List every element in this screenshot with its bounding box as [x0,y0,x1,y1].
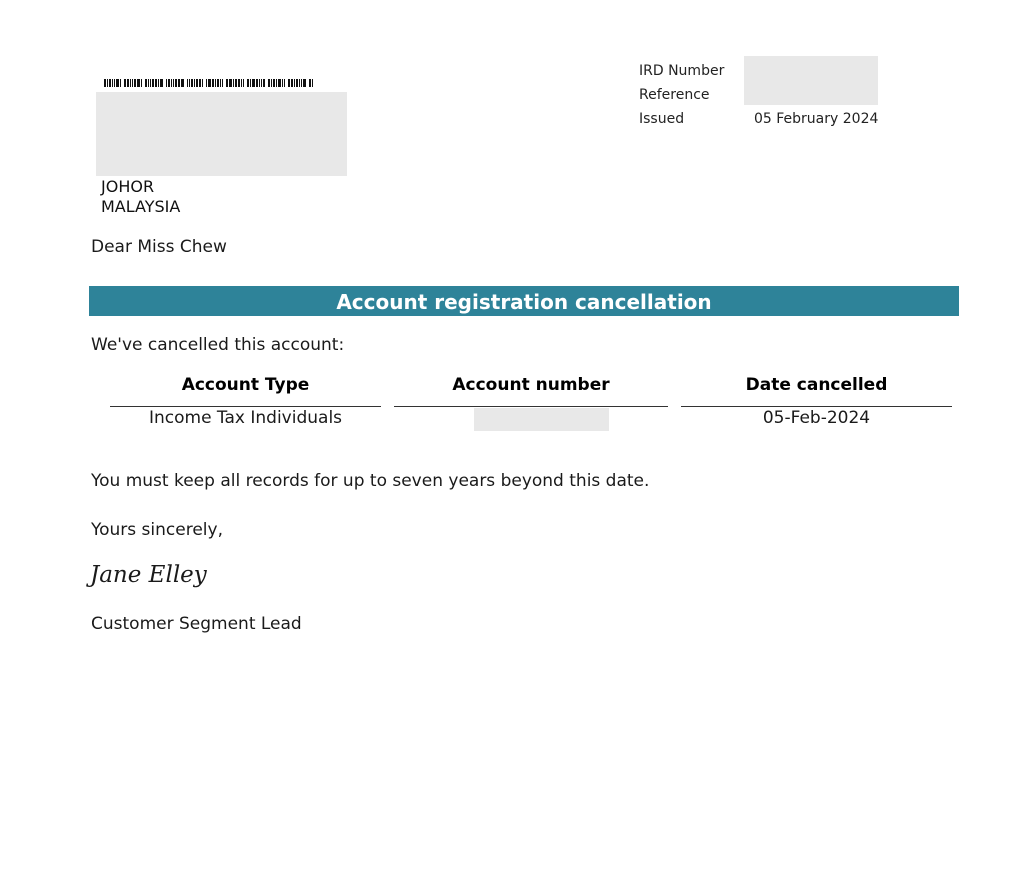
barcode-bar [155,79,157,87]
barcode-bar [104,79,106,87]
barcode-bar [259,79,260,87]
barcode-bar [134,79,136,87]
barcode-bar [273,79,275,87]
barcode-bar [220,79,221,87]
redacted-address [96,92,347,176]
barcode-bar [166,79,167,87]
barcode-bar [148,79,149,87]
barcode-bar [130,79,131,87]
intro-text: We've cancelled this account: [91,335,345,355]
barcode-bar [124,79,126,87]
barcode-bar [299,79,300,87]
signatory-title: Customer Segment Lead [91,614,302,634]
barcode-bar [301,79,302,87]
barcode-bar [250,79,251,87]
barcode-bar [107,79,108,87]
barcode-bar [141,79,142,87]
header-date-cancelled: Date cancelled [745,375,888,395]
barcode-bar [278,79,281,87]
barcode-bar [137,79,140,87]
barcode-bar [189,79,190,87]
ird-number-label: IRD Number [639,63,725,79]
barcode-bar [235,79,237,87]
barcode-bar [229,79,232,87]
barcode-bar [199,79,201,87]
barcode-bar [215,79,216,87]
barcode-bar [282,79,283,87]
redacted-account-number [474,408,609,431]
barcode-bar [261,79,262,87]
header-account-type: Account Type [181,375,310,395]
issued-label: Issued [639,111,685,127]
barcode-bar [173,79,174,87]
barcode-bar [202,79,203,87]
barcode-bar [145,79,147,87]
address-line-country: MALAYSIA [101,197,181,216]
barcode-bar [208,79,211,87]
barcode-bar [194,79,195,87]
records-note: You must keep all records for up to seven years beyond this date. [91,471,650,491]
barcode-bar [296,79,298,87]
barcode-bar [206,79,207,87]
barcode-bar [294,79,295,87]
header-account-number: Account number [452,375,610,395]
redacted-ird-reference [744,56,878,105]
barcode-bar [241,79,242,87]
barcode-bar [309,79,311,87]
barcode-bar [152,79,154,87]
barcode-bar [263,79,265,87]
barcode-bar [196,79,198,87]
barcode-bar [191,79,193,87]
signature: Jane Elley [90,562,207,588]
column-rule [681,406,952,407]
barcode-bar [150,79,151,87]
barcode [104,79,334,87]
barcode-bar [114,79,115,87]
barcode-bar [284,79,285,87]
barcode-bar [127,79,129,87]
barcode-bar [109,79,111,87]
salutation: Dear Miss Chew [91,237,227,257]
reference-label: Reference [639,87,710,103]
barcode-bar [271,79,272,87]
barcode-bar [175,79,177,87]
barcode-bar [226,79,228,87]
barcode-bar [168,79,170,87]
barcode-bar [178,79,180,87]
barcode-bar [268,79,270,87]
barcode-bar [171,79,172,87]
barcode-bar [276,79,277,87]
issued-date: 05 February 2024 [754,111,879,127]
cell-account-type: Income Tax Individuals [148,408,343,428]
address-line-state: JOHOR [101,177,155,196]
barcode-bar [312,79,313,87]
barcode-bar [132,79,133,87]
barcode-bar [243,79,244,87]
barcode-bar [217,79,219,87]
barcode-bar [222,79,223,87]
barcode-bar [247,79,249,87]
banner-title: Account registration cancellation [89,286,959,316]
barcode-bar [116,79,119,87]
barcode-bar [160,79,163,87]
barcode-bar [252,79,255,87]
column-rule [110,406,381,407]
cell-date-cancelled: 05-Feb-2024 [762,408,871,428]
barcode-bar [112,79,113,87]
barcode-bar [187,79,188,87]
closing: Yours sincerely, [91,520,223,540]
barcode-bar [212,79,214,87]
barcode-bar [181,79,184,87]
barcode-bar [256,79,258,87]
barcode-bar [120,79,121,87]
barcode-bar [303,79,306,87]
barcode-bar [233,79,234,87]
barcode-bar [291,79,293,87]
barcode-bar [238,79,240,87]
column-rule [394,406,668,407]
barcode-bar [288,79,290,87]
barcode-bar [158,79,159,87]
